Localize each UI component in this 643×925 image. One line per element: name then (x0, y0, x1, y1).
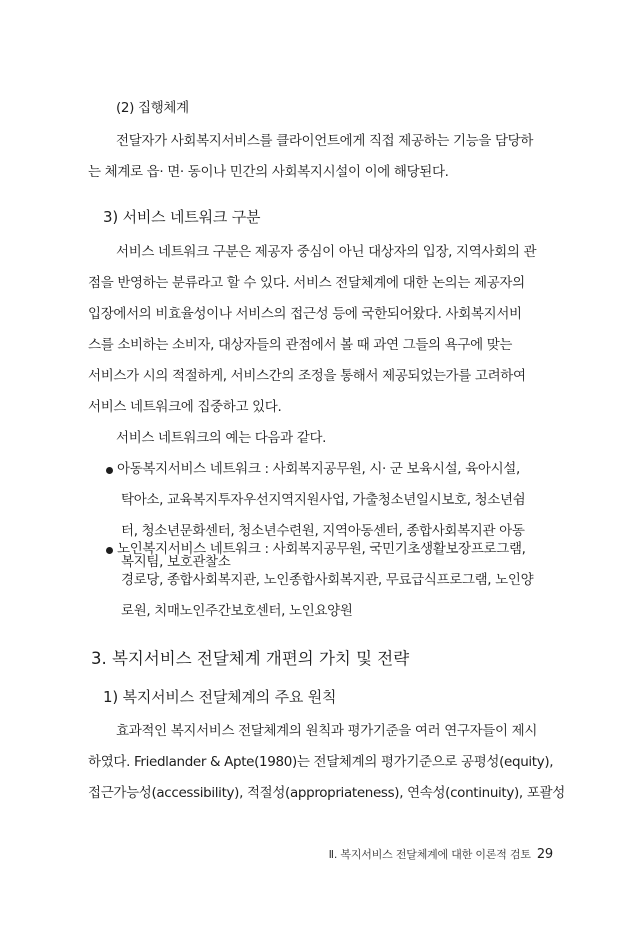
page-footer (0, 847, 553, 863)
paragraph-line: 서비스 네트워크에 집중하고 있다. (88, 399, 282, 415)
paragraph-line: 서비스가 시의 적절하게, 서비스간의 조정을 통해서 제공되었는가를 고려하여 (88, 368, 526, 384)
paragraph-line: 스를 소비하는 소비자, 대상자들의 관점에서 볼 때 과연 그들의 욕구에 맞는 (88, 337, 513, 353)
paragraph-line: 는 체계로 읍· 면· 동이나 민간의 사회복지시설이 이에 해당된다. (88, 164, 449, 180)
running-title: Ⅱ. 복지서비스 전달체계에 대한 이론적 검토 (328, 848, 531, 861)
bullet-icon (106, 547, 113, 554)
bullet-line: 노인복지서비스 네트워크 : 사회복지공무원, 국민기초생활보장프로그램, (117, 541, 526, 557)
bullet-line: 아동복지서비스 네트워크 : 사회복지공무원, 시· 군 보육시설, 육아시설, (117, 461, 520, 477)
paragraph-line: 효과적인 복지서비스 전달체계의 원칙과 평가기준을 여러 연구자들이 제시 (116, 723, 538, 739)
bullet-line: 복지팀, 보호관찰소 (121, 554, 231, 570)
subsection-1-heading: 1) 복지서비스 전달체계의 주요 원칙 (103, 688, 337, 706)
paragraph-line: 하였다. Friedlander & Apte(1980)는 전달체계의 평가기준으로 공평성(equity), (88, 754, 554, 770)
bullet-line: 탁아소, 교육복지투자우선지역지원사업, 가출청소년일시보호, 청소년쉼 (121, 492, 526, 508)
section-3-heading: 3) 서비스 네트워크 구분 (103, 208, 261, 226)
paragraph-line: 접근가능성(accessibility), 적절성(appropriateness), 연속성(continuity), 포괄성 (88, 785, 565, 801)
bullet-line: 경로당, 종합사회복지관, 노인종합사회복지관, 무료급식프로그램, 노인양 (121, 572, 534, 588)
bullet-line: 터, 청소년문화센터, 청소년수련원, 지역아동센터, 종합사회복지관 아동 (121, 523, 525, 539)
paragraph-line: 점을 반영하는 분류라고 할 수 있다. 서비스 전달체계에 대한 논의는 제공자의 (88, 275, 525, 291)
chapter-3-heading: 3. 복지서비스 전달체계 개편의 가치 및 전략 (91, 649, 410, 668)
bullet-line: 로원, 치매노인주간보호센터, 노인요양원 (121, 603, 353, 619)
bullet-icon (106, 467, 113, 474)
paragraph-line: 서비스 네트워크 구분은 제공자 중심이 아닌 대상자의 입장, 지역사회의 관 (116, 244, 537, 260)
paragraph-line: 서비스 네트워크의 예는 다음과 같다. (116, 430, 327, 446)
paragraph-line: 입장에서의 비효율성이나 서비스의 접근성 등에 국한되어왔다. 사회복지서비 (88, 306, 522, 322)
page-number: 29 (536, 847, 553, 862)
section-2-heading: (2) 집행체계 (116, 100, 189, 116)
paragraph-line: 전달자가 사회복지서비스를 클라이언트에게 직접 제공하는 기능을 담당하 (116, 133, 534, 149)
